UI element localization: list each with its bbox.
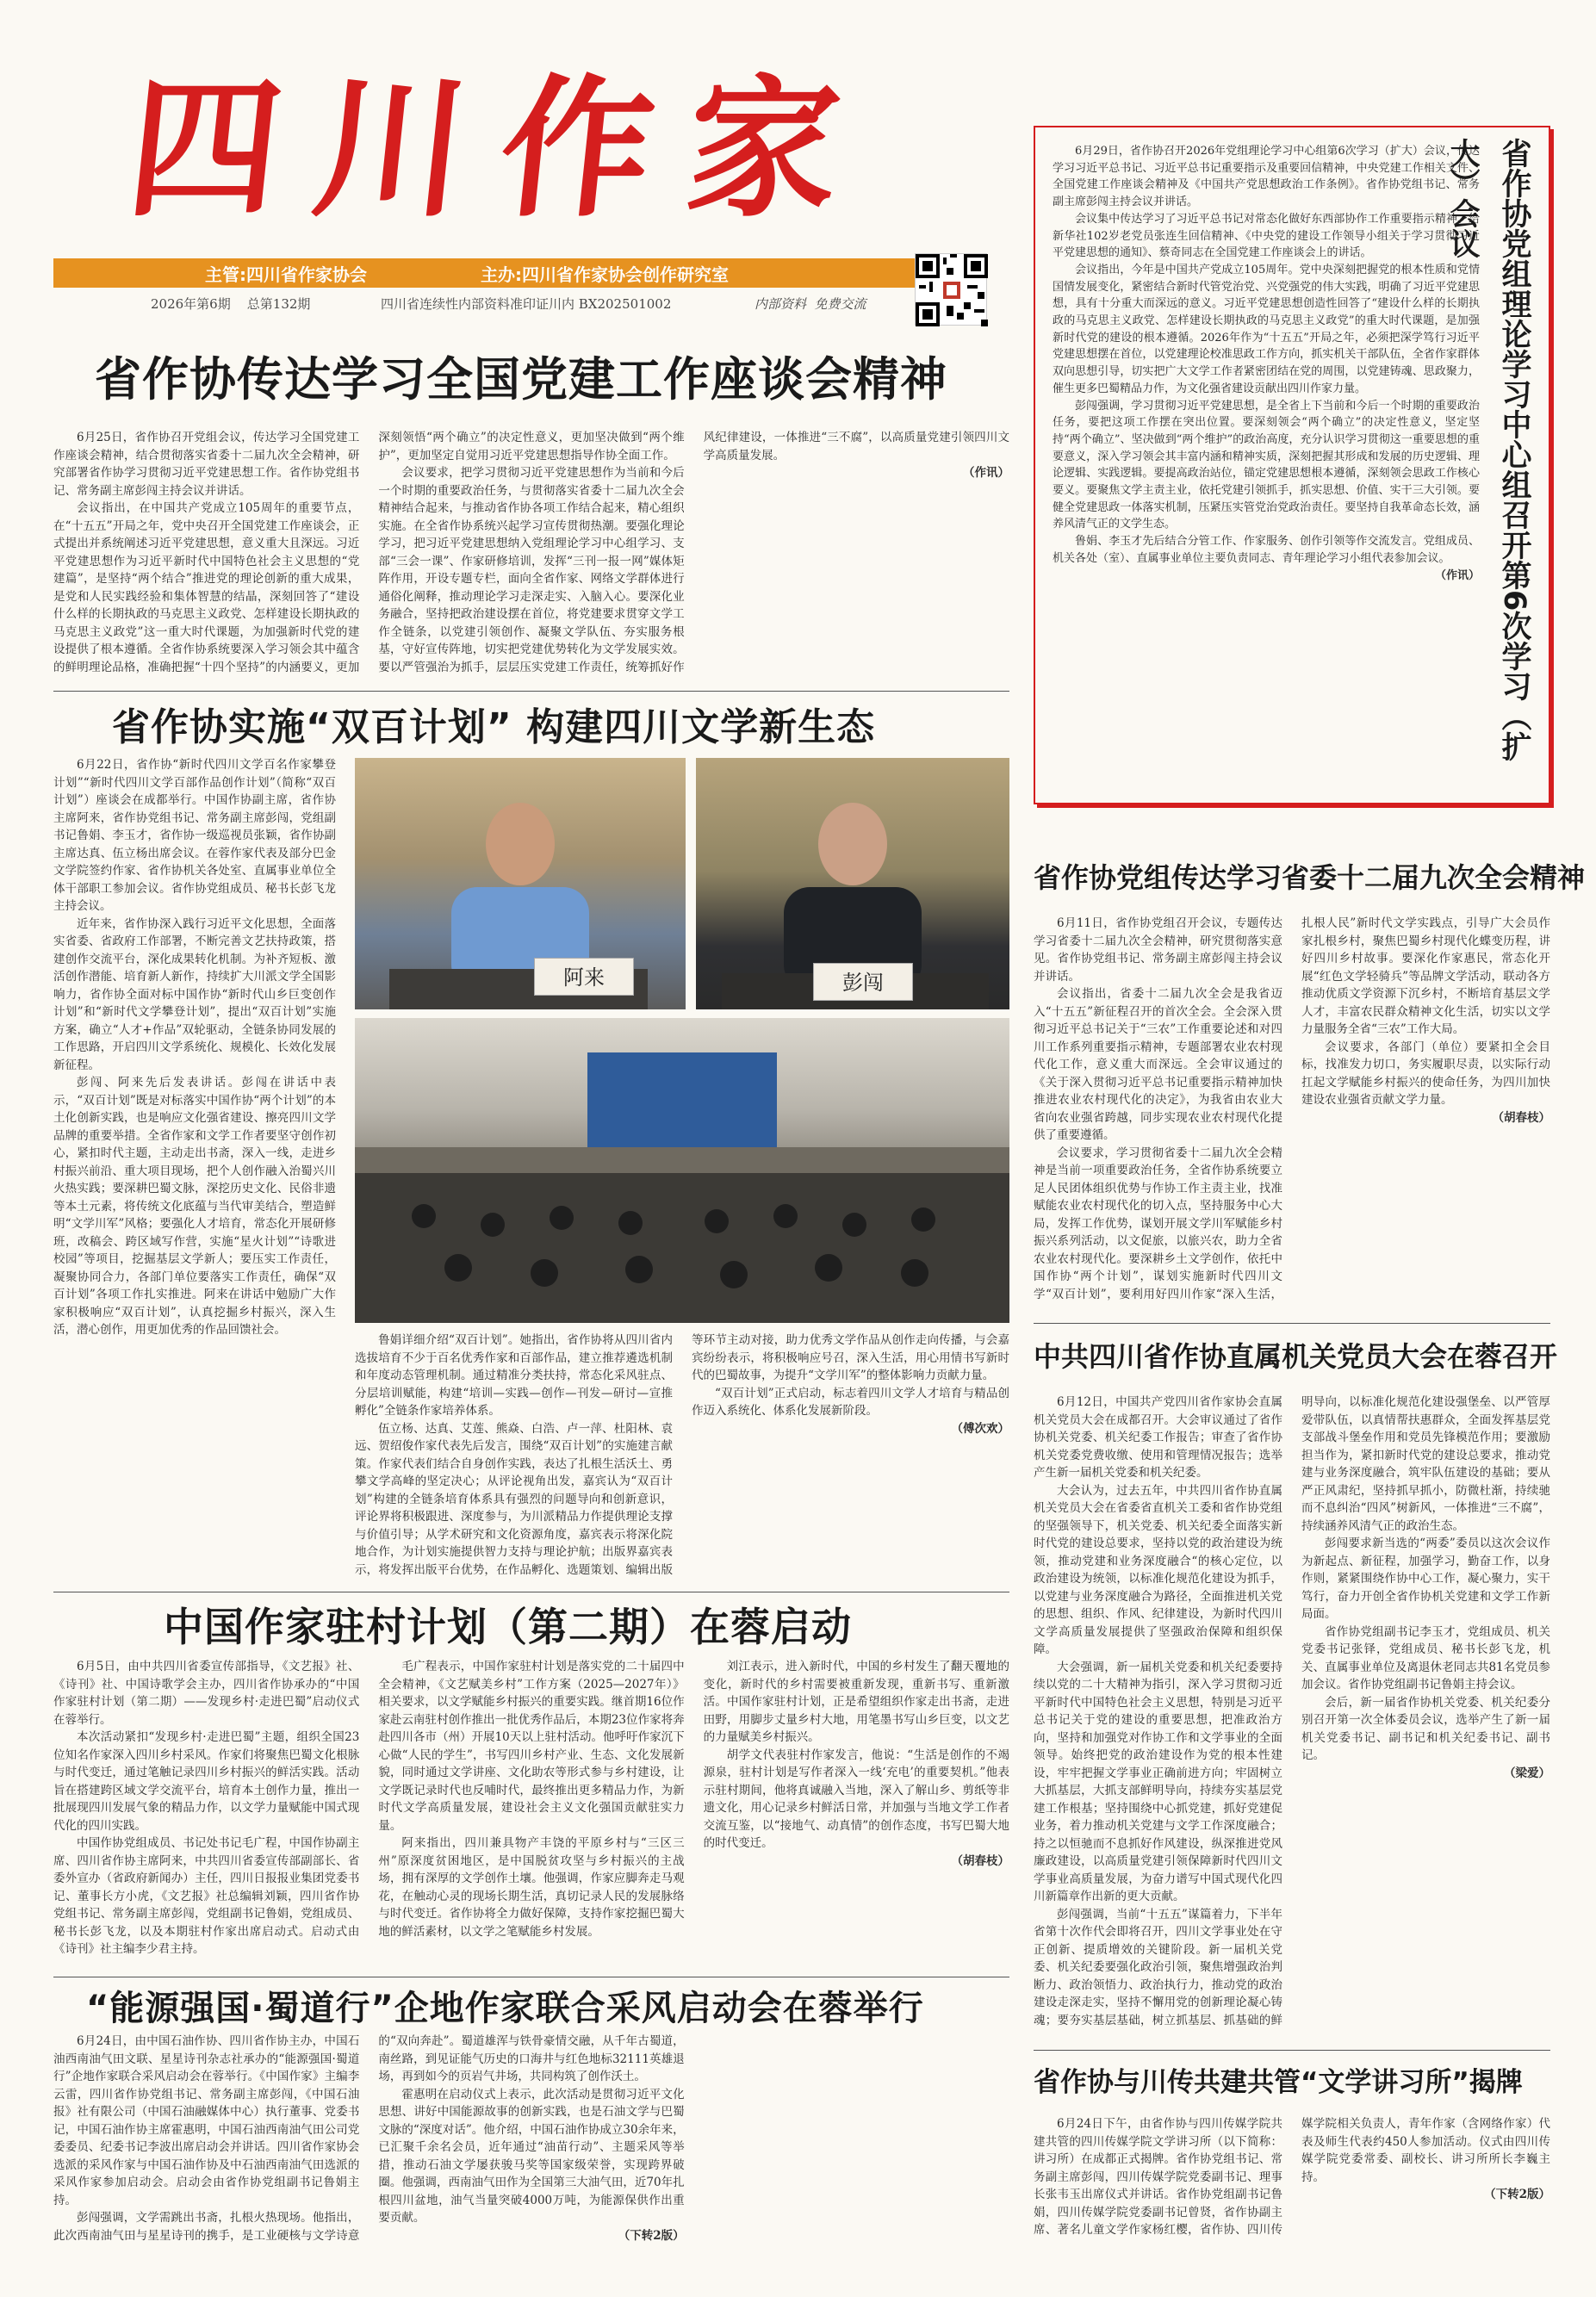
paragraph: 霍惠明在启动仪式上表示，此次活动是贯彻习近平文化思想、讲好中国能源故事的创新实践，也是石油文学与巴蜀文脉的“深度对话”。他介绍，中国石油作协成立30余年来，已汇聚千余名会员，近年通过“油苗行动”、主题采风等举措，推动石油文学屡获骏马奖等国家级荣誉，实现跨界破圈。他强调，西南油气田作为全国第三大油气田，近70年扎根四川盆地，油气当量突破4000万吨，为能源保供作出重要贡献。 [378,2087,685,2225]
qr-code-icon[interactable] [915,253,987,326]
paragraph: 会议要求，各部门（单位）要紧扣全会目标，找准发力切口，务实履职尽责，以实际行动扛起文学赋能乡村振兴的使命任务，为四川加快建设农业强省贡献文学力量。 [1301,1040,1550,1107]
byline: （下转2版） [1484,2188,1550,2201]
article-body [53,1658,1009,1970]
paragraph: 会议要求，把学习贯彻习近平党建思想作为当前和今后一个时期的重要政治任务，与贯彻落实省委十二届九次全会精神结合起来，与推动省作协各项工作结合起来，精心组织实施。在全省作协系统兴起学习宣传贯彻热潮。要强化理论学习，把习近平党建思想纳入党组理论学习中心组学习、支部“三会一课”、作家研修培训，发挥“三刊一报一网”媒体矩阵作用，开设专题专栏，面向全省作家、网络文学群体进行通俗化阐释，推动理论学习走深走实、入脑入心。要深化业务融合，坚持把政治建设摆在首位，将党建要求贯穿文学工作全链条，以党建引领创作、凝聚文学队伍、夯实服务根基，守好宣传阵地，切实把党建优势转化为文学发展实效。要以严管强治为抓手，层层压实党建工作责任，统筹抓好作风纪律建设，一体推进“三不腐”，以高质量党建引领四川文学高质量发展。 [378,431,1009,674]
masthead-organizer: 主办:四川省作家协会创作研究室 [481,264,729,285]
speaker-photo-left [355,758,686,1009]
paragraph: 会议指出，今年是中国共产党成立105周年。党中央深刻把握党的根本性质和党情国情发展变化，紧密结合新时代管党治党、兴党强党的伟大实践，明确了习近平党建思想，具有十分重大而深远的意义。习近平党建思想创造性回答了“建设什么样的长期执政的马克思主义政党、怎样建设长期执政的马克思主义政党”的重大时代课题，是加强新时代党的建设的根本遵循。2026年作为“十五五”开局之年，必须把深学笃行习近平党建思想摆在首位，以党建理论校准思政工作方向，抓实机关干部队伍，全省作家群体双向思想引导，切实把广大文学工作者紧密团结在党的周围，以党建铸魂、思政聚力，催生更多巴蜀精品力作，为文化强省建设贡献出四川作家力量。 [1053,263,1480,395]
byline: （作讯） [962,466,1009,480]
byline: （胡春枝） [951,1853,1009,1868]
paragraph: 胡学文代表驻村作家发言，他说：“生活是创作的不竭源泉，驻村计划是写作者深入一线‘充电’的重要契机。”他表示驻村期间，他将真诚融入当地，深入了解山乡、剪纸等非遗文化，用心记录乡村鲜活日常，并加强与当地文学工作者交流互鉴，以“接地气、动真情”的创作态度，书写巴蜀大地的时代变迁。 [703,1748,1009,1850]
paragraph: 会议要求，学习贯彻省委十二届九次全会精神是当前一项重要政治任务，全省作协系统要立足人民团体组织优势与作协工作主责主业，找准赋能农业农村现代化的切入点，坚持服务中心大局，发挥工作优势，谋划开展文学川军赋能乡村振兴系列活动，以文促旅，以旅兴农，助力全省农业农村现代化。要深耕乡土文学创作，依托中国作协“两个计划”，谋划实施新时代四川文学“双百计划”，要利用好四川作家“深入生活，扎根人民”新时代文学实践点，引导广大会员作家扎根乡村，聚焦巴蜀乡村现代化蝶变历程，讲好四川乡村故事。要深化作家惠民，常态化开展“红色文学轻骑兵”等品牌文学活动，联动各方推动优质文学资源下沉乡村，不断培育基层文学人才，丰富农民群众精神文化生活，切实以文学力量服务全省“三农”工作大局。 [1034,916,1550,1301]
paragraph: 会议集中传达学习了习近平总书记对常态化做好东西部协作工作重要指示精神、给新华社102岁老党员张连生回信精神、《中央党的建设工作领导小组关于学习贯彻习近平党建思想的通知》、蔡奇同志在全国党建工作座谈会上的讲话。 [1053,212,1480,260]
paragraph: 彭闯强调，当前“十五五”谋篇着力，下半年省第十次作代会即将召开，四川文学事业处在守正创新、提质增效的关键阶段。新一届机关党委、机关纪委要强化政治引领，聚焦增强政治判断力、政治领悟力、政治执行力，推动党的政治建设走深走实，坚持不懈用党的创新理论凝心铸魂；要夯实基层基础，树立抓基层、抓基础的鲜明导向，以标准化规范化建设强堡垒、以严管厚爱带队伍，以真情帮扶惠群众，全面发挥基层党支部战斗堡垒作用和党员先锋模范作用；要激励担当作为，紧扣新时代党的建设总要求，推动党建与业务深度融合，筑牢队伍建设的基础；要从严正风肃纪，坚持抓早抓小，防微杜渐，持续驰而不息纠治“四风”树新风，一体推进“三不腐”，持续涵养风清气正的政治生态。 [1034,1395,1550,2027]
article-title: 中国作家驻村计划（第二期）在蓉启动 [164,1604,852,1650]
free-note: 内部资料 免费交流 [755,296,866,312]
paragraph: 6月11日，省作协党组召开会议，专题传达学习省委十二届九次全会精神，研究贯彻落实意见。省作协党组书记、常务副主席彭闯主持会议并讲话。 [1034,916,1282,984]
paragraph: 6月22日，省作协“新时代四川文学百名作家攀登计划”“新时代四川文学百部作品创作计划”（简称“双百计划”）座谈会在成都举行。中国作协副主席，省作协主席阿来，省作协党组书记、常务副主席彭闯，党组副书记鲁娟、李玉才，省作协一级巡视员张颖，省作协副主席达真、伍立杨出席会议。在蓉作家代表及部分巴金文学院签约作家、省作协机关各处室、直属事业单位全体干部职工参加会议。省作协党组成员、秘书长彭飞龙主持会议。 [53,758,336,913]
paragraph: 彭闯要求新当选的“两委”委员以这次会议作为新起点、新征程，加强学习，勤奋工作，以身作则，紧紧围绕作协中心工作，凝心聚力，实干笃行，奋力开创全省作协机关党建和文学工作新局面。 [1301,1537,1550,1621]
article-title: 省作协传达学习全国党建工作座谈会精神 [95,352,947,407]
article-body [355,1332,1009,1587]
paragraph: 刘江表示，进入新时代，中国的乡村发生了翻天覆地的变化，新时代的乡村需要被重新发现，重新书写、重新激活。中国作家驻村计划，正是希望组织作家走出书斋，走进田野，用脚步丈量乡村大地，用笔墨书写山乡巨变，以文艺的力量赋美乡村振兴。 [703,1660,1009,1744]
paragraph: 鲁娟、李玉才先后结合分管工作、作家服务、创作引领等作交流发言。党组成员、机关各处（室）、直属事业单位主要负责同志、青年理论学习小组代表参加会议。 [1053,535,1480,565]
permit-line: 四川省连续性内部资料准印证川内 BX202501002 [381,296,672,312]
paragraph: 彭闯强调，文学需跳出书斋，扎根火热现场。他指出，此次西南油气田与星星诗刊的携手，是工业硬核与文学诗意的“双向奔赴”。蜀道雄浑与铁骨豪情交融，从千年古蜀道，南丝路，到见证能气历史的口海井与红色地标32111英雄退场，再到如今的页岩气井场，共同构筑了创作沃土。 [53,2034,685,2243]
paragraph: 阿来指出，四川兼具物产丰饶的平原乡村与“三区三州”原深度贫困地区，是中国脱贫攻坚与乡村振兴的主战场，拥有深厚的文学创作土壤。他强调，作家应脚奔走马观花，在触动心灵的现场长期生活，真切记录人民的发展脉络与时代变迁。省作协将全力做好保障，支持作家挖掘巴蜀大地的鲜活素材，以文学之笔赋能乡村发展。 [378,1836,685,1939]
paragraph: 近年来，省作协深入践行习近平文化思想，全面落实省委、省政府工作部署，不断完善文艺扶持政策，搭建创作交流平台，深化成果转化机制。为补齐短板、激活创作潜能、培育新人新作，持续扩大川派文学全国影响力，省作协全面对标中国作协“新时代山乡巨变创作计划”和“新时代文学攀登计划”，提出“双百计划”实施方案，确立“人才+作品”双轮驱动，全链条协同发展的工作思路，开启四川文学系统化、规模化、长效化发展新征程。 [53,916,336,1072]
paragraph: 会议指出，省委十二届九次全会是我省迈入“十五五”新征程召开的首次全会。全会深入贯彻习近平总书记关于“三农”工作重要论述和对四川工作系列重要指示精神，专题部署农业农村现代化工作，意义重大而深远。全会审议通过的《关于深入贯彻习近平总书记重要指示精神加快推进农业农村现代化的决定》，为我省由农业大省向农业强省跨越，同步实现农业农村现代化提供了重要遵循。 [1034,987,1282,1142]
masthead-title: 四川作家 [120,59,883,238]
paragraph: 会后，新一届省作协机关党委、机关纪委分别召开第一次全体委员会议，选举产生了新一届机关党委书记、副书记和机关纪委书记、副书记。 [1301,1695,1550,1762]
paragraph: 6月25日，省作协召开党组会议，传达学习全国党建工作座谈会精神，结合贯彻落实省委十二届九次全会精神，研究部署省作协学习贯彻习近平党建思想工作。省作协党组书记、常务副主席彭闯主持会议并讲话。 [53,431,360,498]
paragraph: 彭闯、阿来先后发表讲话。彭闯在讲话中表示，“双百计划”既是对标落实中国作协“两个计划”的本土化创新实践，也是响应文化强省建设、擦亮四川文学品牌的重要举措。全省作家和文学工作者要坚守创作初心，紧扣时代主题，主动走出书斋，深入一线，走进乡村振兴前沿、重大项目现场，把个人创作融入治蜀兴川火热实践；要深耕巴蜀文脉，深挖历史文化、民俗非遗等本土元素，将传统文化底蕴与当代审美结合，塑造鲜明“文学川军”风格；要强化人才培育，常态化开展研修班，改稿会、跨区域写作营，实施“星火计划”“诗歌进校园”等项目，挖掘基层文学新人；要压实工作责任，凝聚协同合力，各部门单位要落实工作责任，确保“双百计划”各项工作扎实推进。阿来在讲话中勉励广大作家积极响应“双百计划”，认真挖掘乡村振兴，深入生活，潜心创作，用更加优秀的作品回馈社会。 [53,1076,336,1337]
meeting-hall-photo [355,1018,1009,1323]
paragraph: 6月12日，中国共产党四川省作家协会直属机关党员大会在成都召开。大会审议通过了省作协机关党委、机关纪委工作报告；审查了省作协机关党委党费收缴、使用和管理情况报告；选举产生新一届机关党委和机关纪委。 [1034,1395,1282,1480]
article-body [53,2033,1009,2252]
paragraph: 大会强调，新一届机关党委和机关纪委要持续以党的二十大精神为指引，深入学习贯彻习近平新时代中国特色社会主义思想，特别是习近平总书记关于党的建设的重要思想，把准政治方向，坚持和加强党对作协工作和文学事业的全面领导。始终把党的政治建设作为党的根本性建设，牢牢把握文学事业正确前进方向；牢固树立大抓基层，大抓支部鲜明导向，持续夯实基层党建工作根基；坚持围绕中心抓党建，抓好党建促业务，着力推动机关党建与文学工作深度融合；持之以恒驰而不息抓好作风建设，纵深推进党风廉政建设，以高质量党建引领保障新时代四川文学事业高质量发展，为奋力谱写中国式现代化四川新篇章作出新的更大贡献。 [1034,1660,1282,1903]
article-body [1034,1394,1550,2043]
name-card: 彭闯 [813,963,913,1001]
article-title: “能源强国·蜀道行”企地作家联合采风启动会在蓉举行 [86,1989,924,2028]
article-body [1053,143,1480,791]
issue-line: 2026年第6期 总第132期 [151,296,311,312]
article-body [1034,2115,1550,2253]
paragraph: 本次活动紧扣“发现乡村·走进巴蜀”主题，组织全国23位知名作家深入四川乡村采风。作家们将聚焦巴蜀文化根脉与时代变迁，通过笔触记录四川乡村振兴的鲜活实践。活动旨在搭建跨区域文学交流平台，培育本土创作力量，推出一批展现四川发展气象的精品力作，以文学力量赋能中国式现代化的四川实践。 [53,1730,360,1833]
byline: （梁爱） [1504,1766,1550,1780]
paragraph: 大会认为，过去五年，中共四川省作协直属机关党员大会在省委省直机关工委和省作协党组的坚强领导下，机关党委、机关纪委全面落实新时代党的建设总要求，坚持以党的政治建设为统领，推动党建和业务深度融合“的核心定位，以政治建设为统领，以标准化规范化建设为抓手，以党建与业务深度融合为路径，全面推进机关党的思想、组织、作风、纪律建设，为新时代四川文学高质量发展提供了坚强政治保障和组织保障。 [1034,1483,1282,1656]
speaker-photo-right [696,758,1009,1009]
byline: （作讯） [1434,568,1480,582]
paragraph: 鲁娟详细介绍“双百计划”。她指出，省作协将从四川省内选拔培育不少于百名优秀作家和百部作品，建立推荐遴选机制和年度动态管理机制。通过精准分类扶持，常态化采风驻点、分层培训赋能，构建“培训—实践—创作—刊发—研讨—宣推孵化”全链条作家培养体系。 [355,1333,673,1418]
article-title: 省作协党组传达学习省委十二届九次全会精神 [1034,861,1586,894]
article-title: 省作协实施“双百计划” 构建四川文学新生态 [112,705,876,749]
masthead-sponsor: 主管:四川省作家协会 [205,264,367,285]
paragraph: “双百计划”正式启动，标志着四川文学人才培育与精品创作迈入系统化、体系化发展新阶段。 [692,1386,1009,1418]
byline: （下转2版） [618,2228,685,2243]
paragraph: 彭闯强调，学习贯彻习近平党建思想，是全省上下当前和今后一个时期的重要政治任务，要把这项工作摆在突出位置。要深刻领会“两个确立”的决定性意义，坚定坚持“两个确立”、坚决做到“两个维护”的政治高度，充分认识学习贯彻这一重要思想的重要意义，深入学习领会其丰富内涵和精神实质，深刻把握其形成和发展的历史逻辑、理论逻辑、实践逻辑。要提高政治站位，锚定党建思想根本遵循，深刻领会思政工作核心要义。要聚焦文学主责主业，依托党建引领抓手，抓实思想、价值、实干三大引领。要健全党建思政一体落实机制，压紧压实管党治党政治责任。要坚持自我革命态长效，涵养风清气正的文学生态。 [1053,399,1480,531]
paragraph: 6月5日，由中共四川省委宣传部指导，《文艺报》社、《诗刊》社、中国诗歌学会主办，四川省作协承办的“中国作家驻村计划（第二期）——发现乡村·走进巴蜀”启动仪式在蓉举行。 [53,1660,360,1727]
name-card: 阿来 [534,958,634,996]
paragraph: 毛广程表示，中国作家驻村计划是落实党的二十届四中全会精神，《文艺赋美乡村”工作方案（2025—2027年）》相关要求，以文学赋能乡村振兴的重要实践。继首期16位作家赴云南驻村创作推出一批优秀作品后，本期23位作家将奔赴四川各市（州）开展10天以上驻村活动。他呼吁作家沉下心做“人民的学生”，书写四川乡村产业、生态、文化发展新貌，同时通过文学讲座、文化助农等形式参与乡村建设，让文学既记录时代也反哺时代，最终推出更多精品力作，为新时代文学高质量发展，建设社会主义文化强国贡献驻实力量。 [378,1660,685,1833]
byline: （胡春枝） [1492,1110,1550,1125]
paragraph: 6月24日下午，由省作协与四川传媒学院共建共管的四川传媒学院文学讲习所（以下简称：讲习所）在成都正式揭牌。省作协党组书记、常务副主席彭闯，四川传媒学院党委副书记、理事长张韦玉出席仪式并讲话。省作协党组副书记鲁娟，四川传媒学院党委副书记曾贤，省作协副主席、著名儿童文学作家杨红樱，省作协、四川传媒学院相关负责人，青年作家（含网络作家）代表及师生代表约450人参加活动。仪式由四川传媒学院党委常委、副校长、讲习所所长李巍主持。 [1034,2117,1550,2237]
paragraph: 省作协党组副书记李玉才，党组成员、机关党委书记张铎，党组成员、秘书长彭飞龙，机关、直属事业单位及离退休老同志共81名党员参加会议。省作协党组副书记鲁娟主持会议。 [1301,1624,1550,1692]
paragraph: 伍立杨、达真、艾莲、熊焱、白浩、卢一萍、杜阳林、袁远、贺绍俊作家代表先后发言，围绕“双百计划”的实施建言献策。作家代表们结合自身创作实践，表达了扎根生活沃土、勇攀文学高峰的坚定决心；从评论视角出发，嘉宾认为“双百计划”构建的全链条培育体系具有强烈的问题导向和创新意识，评论界将积极跟进、深度参与，为川派精品力作提供理论支撑与价值引导；从学术研究和文化资源角度，嘉宾表示将深化院地合作，为计划实施提供智力支持与理论护航；出版界嘉宾表示，将发挥出版平台优势，在作品孵化、选题策划、编辑出版等环节主动对接，助力优秀文学作品从创作走向传播，与会嘉宾纷纷表示，将积极响应号召，深入生活，用心用情书写新时代的巴蜀故事，为提升“文学川军”的整体影响力贡献力量。 [355,1333,1009,1577]
article-body [53,429,1009,679]
paragraph: 会议指出，在中国共产党成立105周年的重要节点，在“十五五”开局之年，党中央召开全国党建工作座谈会，正式提出并系统阐述习近平党建思想，意义重大且深远。习近平党建思想作为习近平新时代中国特色社会主义思想的“党建篇”，是坚持“两个结合”推进党的理论创新的重大成果，是党和人民实践经验和集体智慧的结晶，深刻回答了“建设什么样的长期执政的马克思主义政党、怎样建设长期执政的马克思主义政党”这一重大时代课题，为加强新时代党的建设提供了根本遵循。全省作协系统要深入学习领会其中蕴含的鲜明理论品格，准确把握“十四个坚持”的内涵要义，更加深刻领悟“两个确立”的决定性意义，更加坚决做到“两个维护”，更加坚定自觉用习近平党建思想指导作协全面工作。 [53,431,685,674]
paragraph: 中国作协党组成员、书记处书记毛广程，中国作协副主席、四川省作协主席阿来，中共四川省委宣传部副部长、省委外宣办（省政府新闻办）主任，四川日报报业集团党委书记、董事长方小虎，《文艺报》社总编辑刘颖，四川省作协党组书记、常务副主席彭闯，党组副书记鲁娟，党组成员、秘书长彭飞龙，以及本期驻村作家出席启动式。启动式由《诗刊》社主编李少君主持。 [53,1836,360,1956]
article-title: 中共四川省作协直属机关党员大会在蓉召开 [1034,1340,1558,1373]
article-title: 省作协与川传共建共管“文学讲习所”揭牌 [1034,2067,1523,2098]
article-body [53,756,336,1587]
article-title-vertical: 省作协党组理论学习中心组召开第6次学习（扩大）会议 [1445,138,1531,762]
paragraph: 6月29日，省作协召开2026年党组理论学习中心组第6次学习（扩大）会议，传达学习习近平总书记、习近平总书记重要指示及重要回信精神，中央党建工作相关文件、全国党建工作座谈会精神及《中国共产党思想政治工作条例》。省作协党组书记、常务副主席彭闯主持会议并讲话。 [1053,145,1480,209]
paragraph: 6月24日，由中国石油作协、四川省作协主办，中国石油西南油气田文联、星星诗刊杂志社承办的“能源强国·蜀道行”企地作家联合采风启动会在蓉举行。《中国作家》主编李云雷，四川省作协党组书记、常务副主席彭闯，《中国石油报》社有限公司（中国石油融媒体中心）执行董事、党委书记，中国石油作协主席霍惠明，中国石油西南油气田公司党委委员、纪委书记李波出席启动会并讲话。四川省作家协会选派的采风作家与中国石油作协及中石油西南油气田选派的采风作家参加启动会。启动会由省作协党组副书记鲁娟主持。 [53,2034,360,2207]
byline: （傅次欢） [951,1421,1009,1436]
article-body [1034,915,1550,1318]
